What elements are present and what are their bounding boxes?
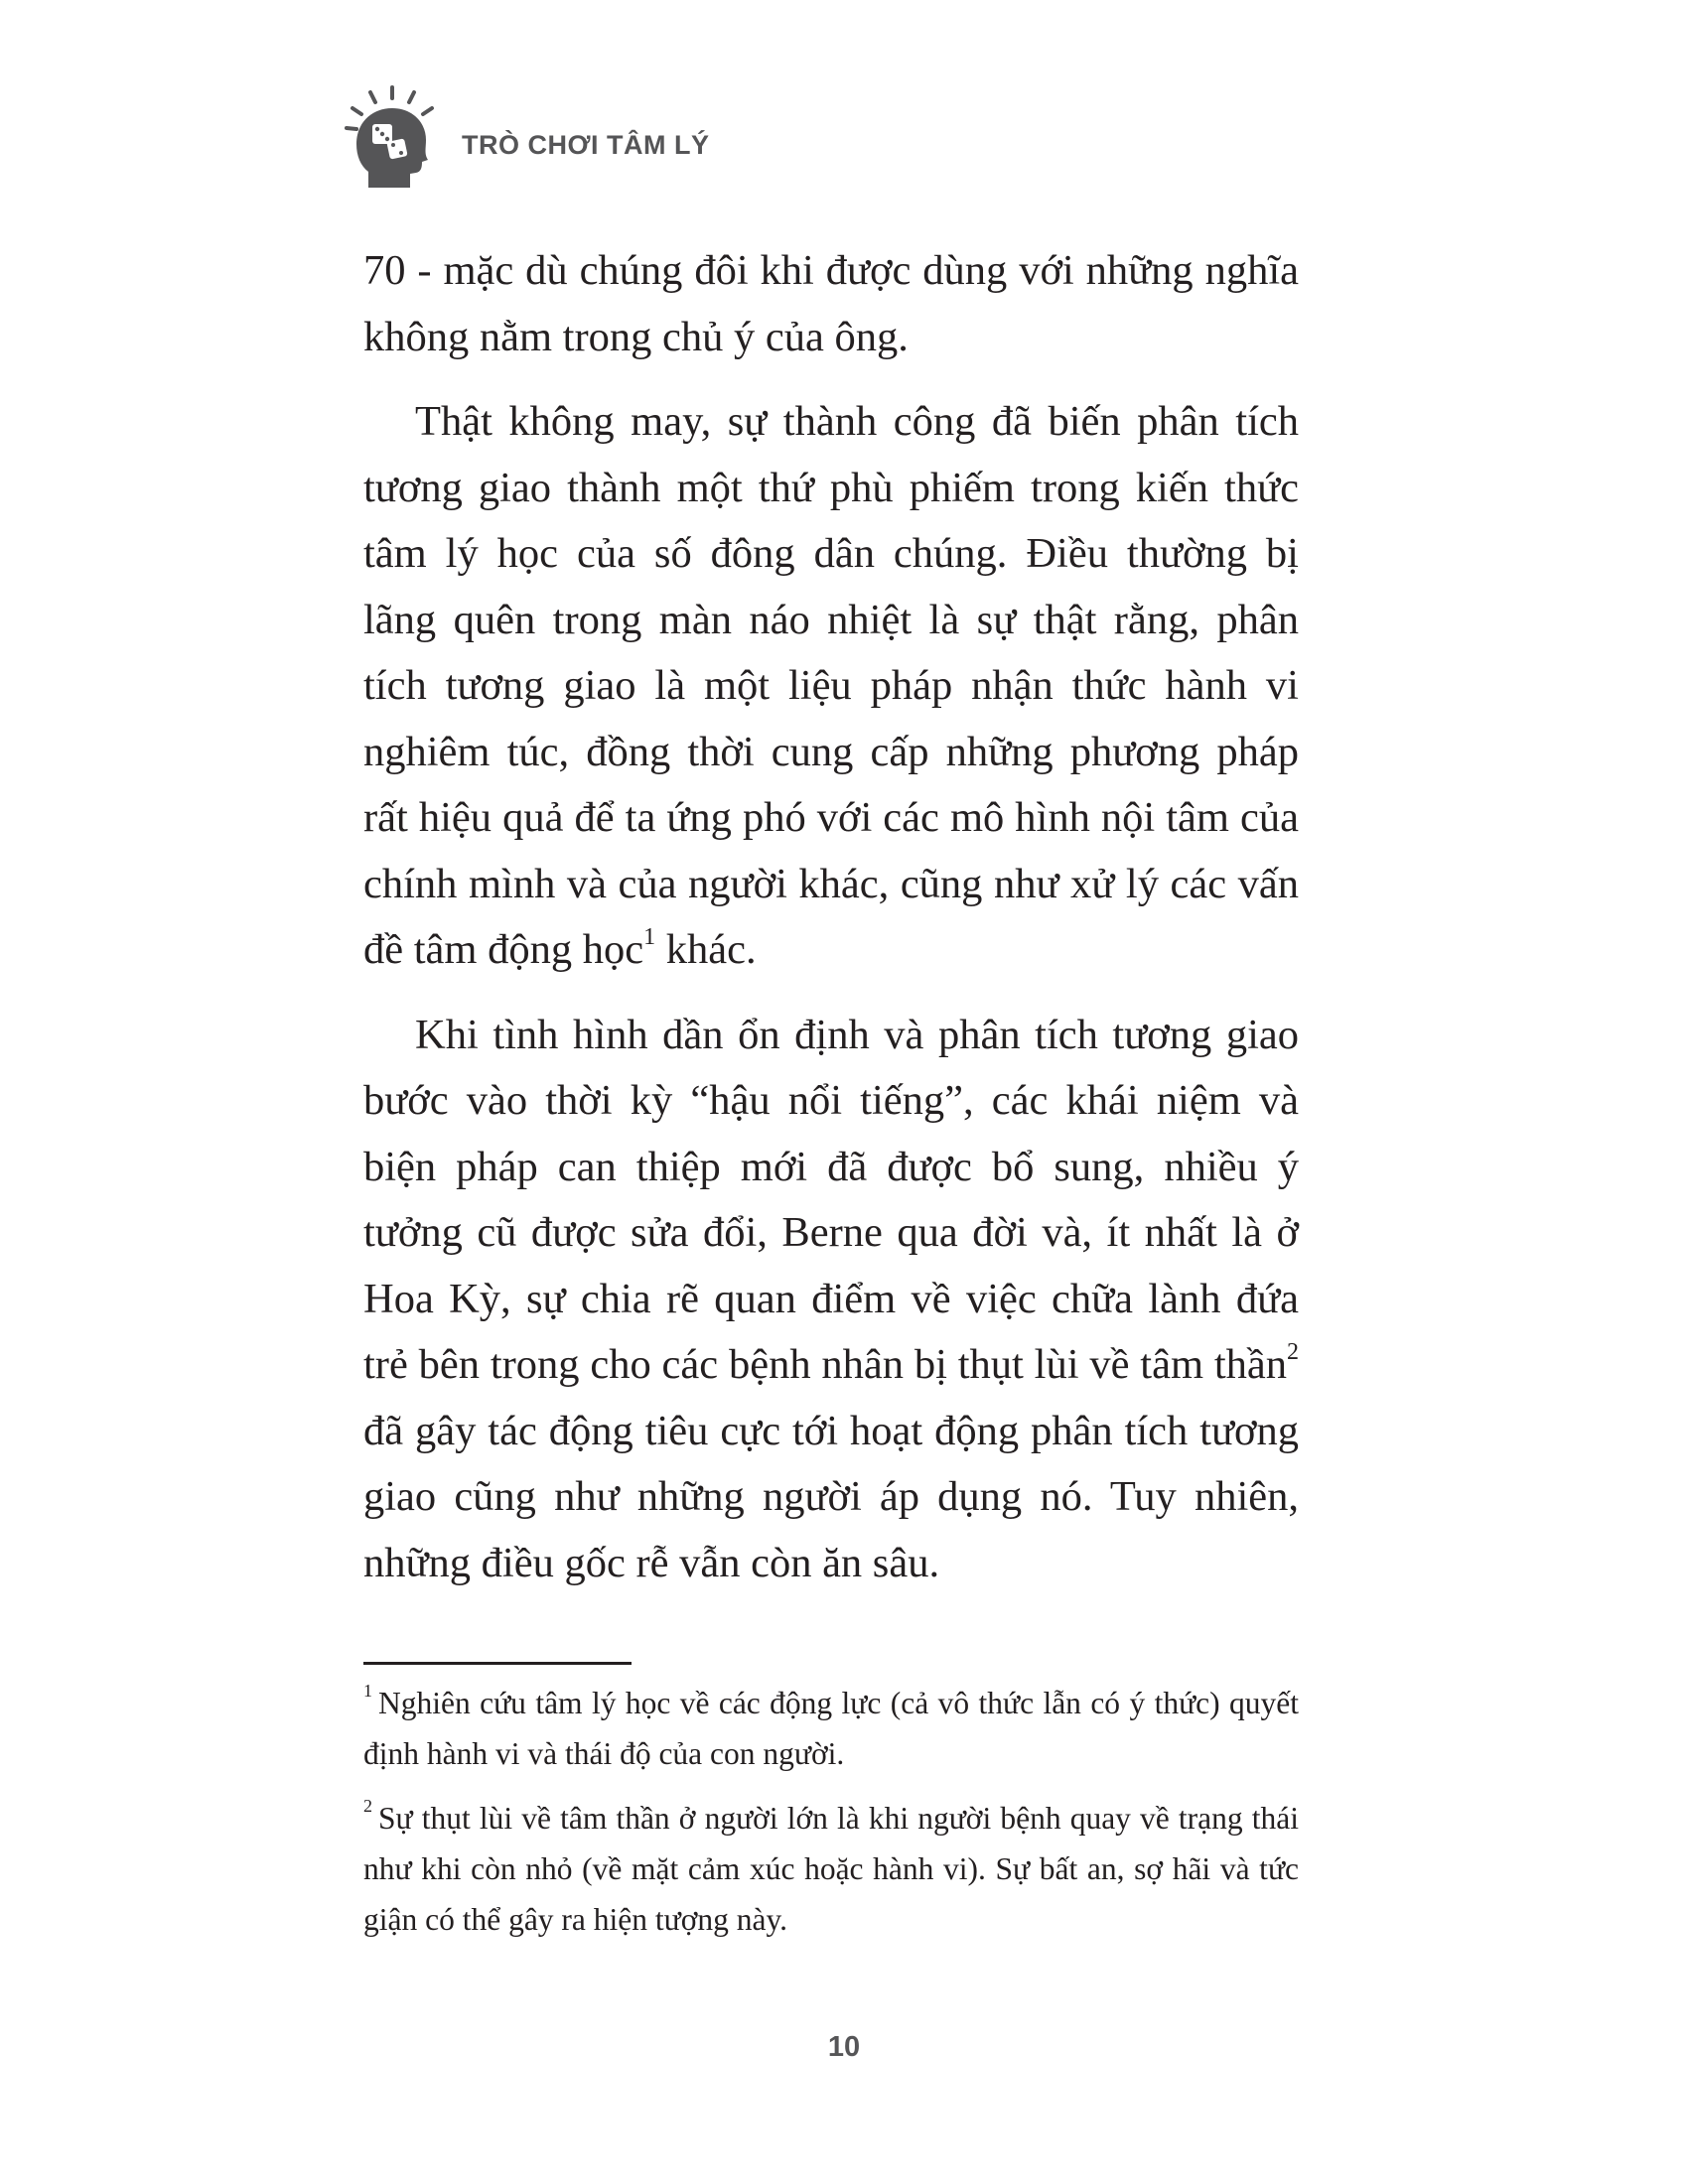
paragraph-2 bbox=[363, 389, 1299, 984]
paragraph-2-text: Thật không may, sự thành công đã biến phân tích tương giao thành một thứ phù phiếm trong kiến thức tâm lý học của số đông dân chúng. Điều thường bị lãng quên trong màn náo nhiệt là sự thật rằng, phân tích tương giao là một liệu pháp nhận thức hành vi nghiêm túc, đồng thời cung cấp những phương pháp rất hiệu quả để ta ứng phó với các mô hình nội tâm của chính mình và của người khác, cũng như xử lý các vấn đề tâm động học bbox=[363, 398, 1299, 973]
paragraph-3-tail: đã gây tác động tiêu cực tới hoạt động phân tích tương giao cũng như những người áp dụng nó. Tuy nhiên, những điều gốc rễ vẫn còn ăn sâu. bbox=[363, 1407, 1299, 1586]
paragraph-3 bbox=[363, 1003, 1299, 1597]
paragraph-1 bbox=[363, 238, 1299, 370]
footnote-1 bbox=[363, 1678, 1299, 1779]
footnote-ref-2: 2 bbox=[1287, 1338, 1299, 1365]
footnote-ref-1: 1 bbox=[643, 923, 656, 950]
footnote-divider bbox=[363, 1662, 632, 1665]
head-with-dice-icon bbox=[343, 84, 442, 194]
paragraph-3-text: Khi tình hình dần ổn định và phân tích tương giao bước vào thời kỳ “hậu nổi tiếng”, các khái niệm và biện pháp can thiệp mới đã được bổ sung, nhiều ý tưởng cũ được sửa đổi, Berne qua đời và, ít nhất là ở Hoa Kỳ, sự chia rẽ quan điểm về việc chữa lành đứa trẻ bên trong cho các bệnh nhân bị thụt lùi về tâm thần bbox=[363, 1011, 1299, 1388]
footnote-2 bbox=[363, 1793, 1299, 1945]
footnote-1-marker: 1 bbox=[363, 1680, 372, 1701]
footnotes bbox=[363, 1678, 1299, 1959]
main-text bbox=[363, 238, 1299, 1615]
paragraph-1-text: 70 - mặc dù chúng đôi khi được dùng với những nghĩa không nằm trong chủ ý của ông. bbox=[363, 247, 1299, 360]
page-number: 10 bbox=[827, 2031, 861, 2063]
paragraph-2-tail: khác. bbox=[655, 926, 757, 973]
footnote-2-text: Sự thụt lùi về tâm thần ở người lớn là khi người bệnh quay về trạng thái như khi còn nhỏ (về mặt cảm xúc hoặc hành vi). Sự bất an, sợ hãi và tức giận có thể gây ra hiện tượng này. bbox=[363, 1801, 1299, 1937]
footnote-2-marker: 2 bbox=[363, 1795, 372, 1816]
footnote-1-text: Nghiên cứu tâm lý học về các động lực (cả vô thức lẫn có ý thức) quyết định hành vi và thái độ của con người. bbox=[363, 1686, 1299, 1771]
running-header bbox=[343, 84, 1038, 194]
book-title: TRÒ CHƠI TÂM LÝ bbox=[462, 130, 710, 160]
